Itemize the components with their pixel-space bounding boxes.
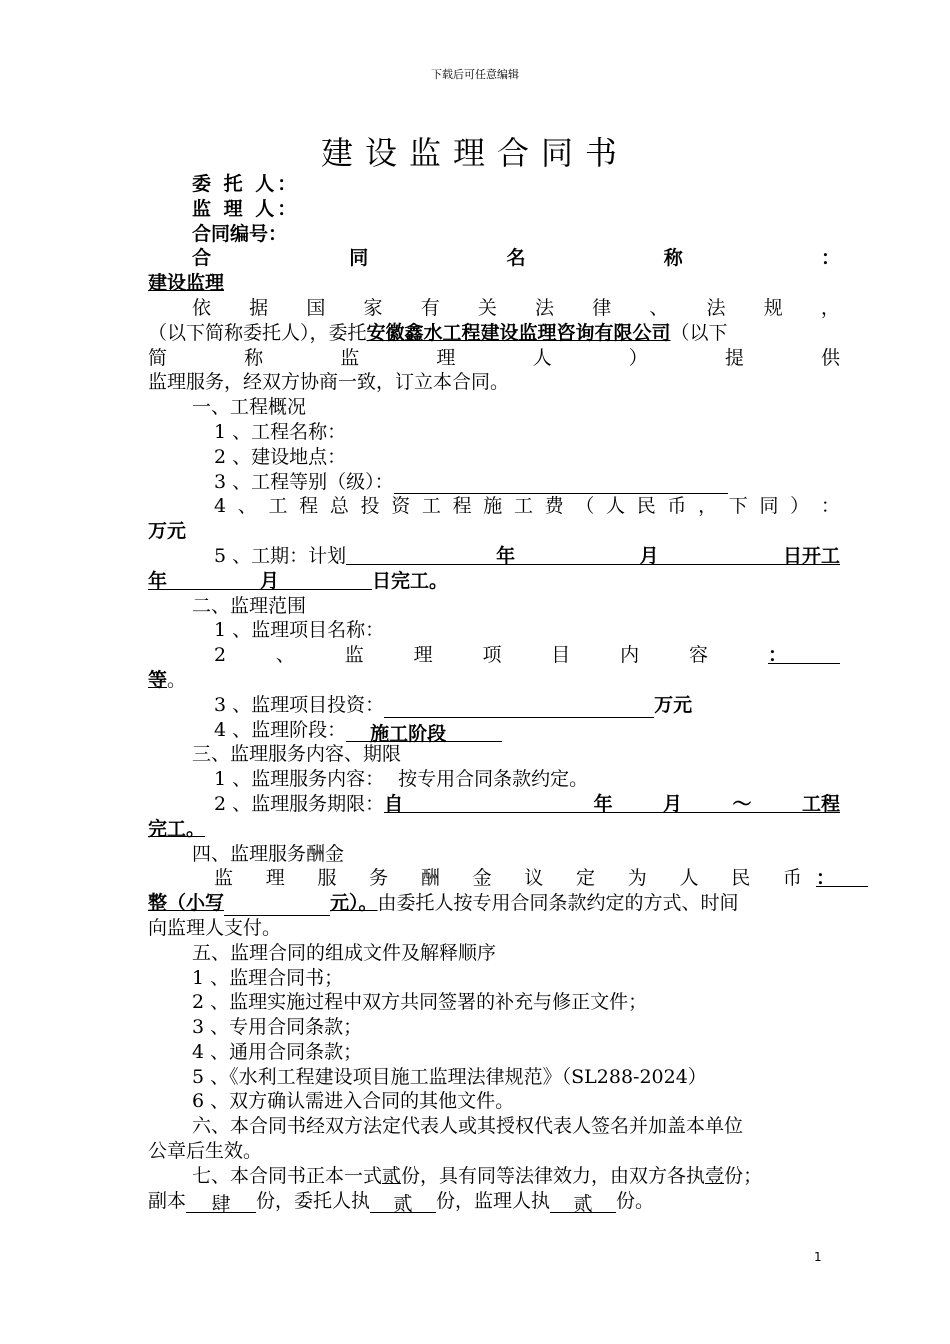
page-number: 1 [814,1250,822,1264]
investment-unit: 万元 [148,520,187,543]
section-5-heading: 五、监理合同的组成文件及解释顺序 [192,941,497,964]
schedule-line-2: 年 月 日完工。 [148,569,449,592]
grade-field: 3 、工程等别（级）： [148,470,840,495]
page-header: 下载后可任意编辑 [431,68,519,81]
supervisor-company: 安徽鑫水工程建设监理咨询有限公司 [366,321,671,344]
section-1-heading: 一、工程概况 [192,396,307,419]
section-3-heading: 三、监理服务内容、期限 [192,743,402,766]
service-content: 1 、监理服务内容： 按专用合同条款约定。 [214,768,589,791]
section-7-line-1: 七、本合同书正本一式贰份，具有同等法律效力，由双方各执壹份； [192,1164,763,1187]
service-period-end: 完工。 [148,817,206,840]
intro-line-4: 监理服务，经双方协商一致，订立本合同。 [148,371,510,394]
intro-line-2: （以下简称委托人），委托安徽鑫水工程建设监理咨询有限公司（以下 [148,321,728,344]
investment-line: 4 、 工 程 总 投 资 工 程 施 工 费 （ 人 民 币 ， 下 同 ） ： [214,495,840,518]
supervision-content-line: 2 、 监 理 项 目 内 容 ： [148,643,840,668]
supervision-stage: 4 、监理阶段： 施工阶段 [148,718,840,743]
section-6-line-1: 六、本合同书经双方法定代表人或其授权代表人签名并加盖本单位 [192,1115,744,1138]
document-title: 建设监理合同书 [320,134,629,172]
section-4-heading: 四、监理服务酬金 [192,842,345,865]
supervision-content-end: 等。 [148,668,187,691]
supervision-project-name: 1 、监理项目名称： [214,619,385,642]
doc-item: 5 、《水利工程建设项目施工监理法律规范》（SL288-2024） [192,1065,707,1088]
doc-item: 6 、双方确认需进入合同的其他文件。 [192,1090,515,1113]
supervision-investment: 3 、监理项目投资： 万元 [214,693,693,716]
doc-item: 1 、监理合同书； [192,966,344,989]
contract-name-label: 合 同 名 称 ： [192,247,840,270]
intro-line-3: 简 称 监 理 人 ） 提 供 [148,346,840,369]
section-2-heading: 二、监理范围 [192,594,307,617]
doc-item: 3 、专用合同条款； [192,1016,363,1039]
section-6-line-2: 公章后生效。 [148,1140,263,1163]
schedule-line-1: 5 、工期：计划 年 月 日开工 [214,544,840,567]
grade-blank [394,473,728,494]
fee-line-1: 监 理 服 务 酬 金 议 定 为 人 民 币 ： [148,866,868,891]
doc-item: 2 、监理实施过程中双方共同签署的补充与修正文件； [192,991,648,1014]
supervisor-label: 监 理 人： [192,197,300,220]
contract-body [148,172,840,1216]
project-name-field: 1 、工程名称： [214,420,347,443]
fee-line-2: 整（小写 元）。由委托人按专用合同条款约定的方式、时间 [148,892,739,915]
intro-line-1: 依 据 国 家 有 关 法 律 、 法 规 ， [192,296,840,319]
doc-item: 4 、通用合同条款； [192,1040,363,1063]
service-period-line: 2 、监理服务期限： 自 年 月 ～ 工程 [214,792,840,815]
section-7-line-2: 副本 肆 份，委托人执 贰 份，监理人执 贰 份。 [148,1189,655,1216]
contract-name-value: 建设监理 [148,272,225,295]
site-field: 2 、建设地点： [214,445,347,468]
fee-line-3: 向监理人支付。 [148,916,282,939]
contract-no-label: 合同编号： [192,222,288,245]
client-label: 委 托 人： [192,173,300,195]
